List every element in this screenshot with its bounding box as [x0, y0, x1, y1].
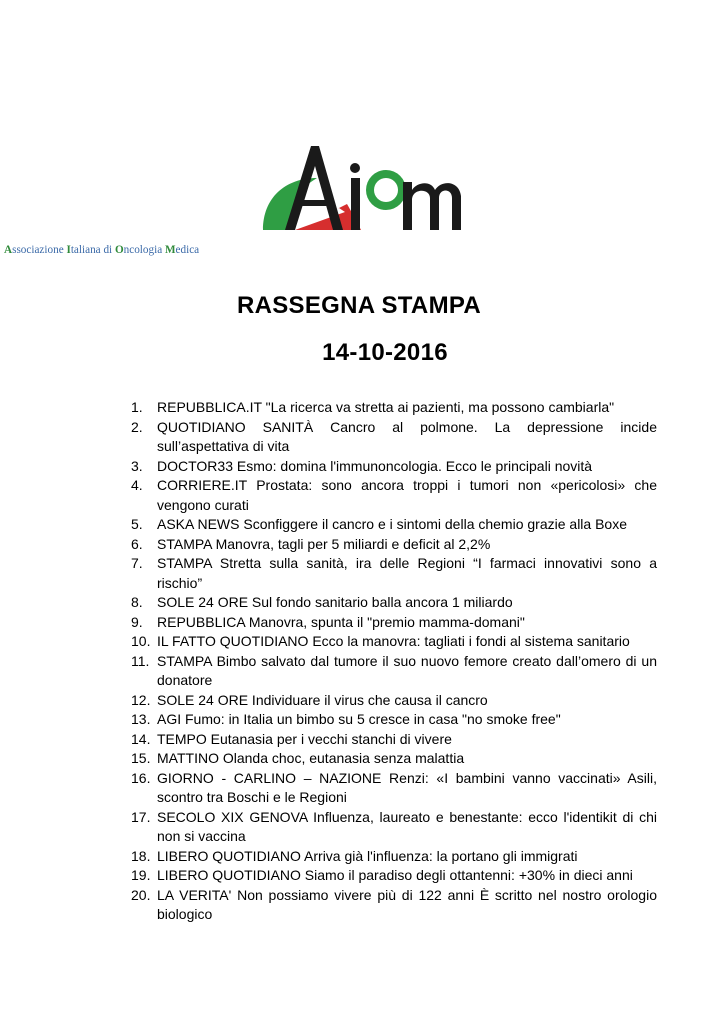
- list-item-number: 20.: [131, 886, 151, 903]
- list-item-number: 3.: [131, 457, 143, 474]
- press-list-item: [131, 535, 657, 555]
- list-item-number: 19.: [131, 867, 151, 883]
- logo-subtitle-cap: A: [4, 244, 13, 256]
- logo-circle-inner: [374, 178, 398, 202]
- press-list-item: [131, 593, 657, 613]
- list-item-headline: REPUBBLICA Manovra, spunta il "premio mamma-domani": [157, 613, 525, 630]
- list-item-headline: LA VERITA' Non possiamo vivere più di 122 anni È scritto nel nostro orologio biologico: [157, 886, 657, 922]
- press-list-item: [131, 515, 657, 535]
- list-item-headline: GIORNO - CARLINO – NAZIONE Renzi: «I bambini vanno vaccinati» Asili, scontro tra Boschi e le Regioni: [157, 769, 657, 805]
- logo-i-dot: [350, 163, 360, 173]
- press-list-item: [131, 808, 657, 847]
- list-item-headline: STAMPA Manovra, tagli per 5 miliardi e deficit al 2,2%: [157, 535, 491, 552]
- logo-letter-a-bar: [299, 200, 329, 206]
- list-item-headline: AGI Fumo: in Italia un bimbo su 5 cresce in casa "no smoke free": [157, 711, 561, 727]
- press-list-item: [131, 554, 657, 593]
- list-item-number: 8.: [131, 594, 143, 610]
- list-item-number: 4.: [131, 477, 143, 493]
- list-item-number: 15.: [131, 750, 151, 766]
- press-list-item: [131, 457, 657, 477]
- logo-subtitle: [4, 244, 218, 256]
- press-list-item: [131, 691, 657, 711]
- list-item-number: 2.: [131, 418, 143, 435]
- press-list-item: [131, 398, 657, 418]
- list-item-headline: REPUBBLICA.IT "La ricerca va stretta ai pazienti, ma possono cambiarla": [157, 399, 615, 415]
- logo-subtitle-text: edica: [175, 244, 200, 256]
- list-item-headline: TEMPO Eutanasia per i vecchi stanchi di vivere: [157, 730, 452, 747]
- list-item-number: 7.: [131, 555, 143, 571]
- list-item-number: 16.: [131, 769, 151, 786]
- list-item-headline: STAMPA Bimbo salvato dal tumore il suo nuovo femore creato dall’omero di un donatore: [157, 652, 657, 688]
- press-list-item: [131, 886, 657, 925]
- list-item-number: 13.: [131, 711, 151, 727]
- list-item-number: 1.: [131, 399, 143, 415]
- press-list-item: [131, 613, 657, 633]
- aiom-logo-mark: [255, 138, 470, 256]
- press-list-item: [131, 749, 657, 769]
- logo-subtitle-text: ssociazione: [12, 244, 67, 256]
- logo-subtitle-text: taliana di: [70, 244, 115, 256]
- list-item-number: 9.: [131, 613, 143, 630]
- press-list-item: [131, 710, 657, 730]
- list-item-headline: STAMPA Stretta sulla sanità, ira delle Regioni “I farmaci innovativi sono a rischio”: [157, 555, 657, 591]
- logo-letter-m: [403, 182, 461, 230]
- logo-subtitle-text: ncologia: [123, 244, 165, 256]
- page-date: 14-10-2016: [322, 339, 448, 366]
- press-list-item: [131, 866, 657, 886]
- press-list-item: [131, 847, 657, 867]
- press-list-item: [131, 652, 657, 691]
- list-item-number: 17.: [131, 808, 151, 825]
- list-item-headline: CORRIERE.IT Prostata: sono ancora troppi i tumori non «pericolosi» che vengono curati: [157, 477, 657, 513]
- press-list-item: [131, 730, 657, 750]
- list-item-headline: LIBERO QUOTIDIANO Siamo il paradiso degli ottantenni: +30% in dieci anni: [157, 867, 633, 883]
- list-item-headline: IL FATTO QUOTIDIANO Ecco la manovra: tagliati i fondi al sistema sanitario: [157, 633, 630, 649]
- press-list-item: [131, 476, 657, 515]
- press-list-item: [131, 632, 657, 652]
- press-review-list: [131, 398, 657, 925]
- aiom-logo: [255, 138, 470, 256]
- list-item-number: 18.: [131, 847, 151, 864]
- list-item-headline: SECOLO XIX GENOVA Influenza, laureato e benestante: ecco l'identikit di chi non si vaccina: [157, 808, 657, 844]
- list-item-headline: ASKA NEWS Sconfiggere il cancro e i sintomi della chemio grazie alla Boxe: [157, 516, 627, 532]
- list-item-headline: DOCTOR33 Esmo: domina l'immunoncologia. Ecco le principali novità: [157, 457, 593, 474]
- list-item-headline: LIBERO QUOTIDIANO Arriva già l'influenza: la portano gli immigrati: [157, 847, 578, 864]
- logo-subtitle-cap: M: [164, 244, 176, 256]
- press-list-item: [131, 769, 657, 808]
- list-item-number: 5.: [131, 516, 143, 532]
- logo-letter-i: [351, 178, 360, 230]
- list-item-headline: QUOTIDIANO SANITÀ Cancro al polmone. La depressione incide sull’aspettativa di vita: [157, 418, 657, 454]
- list-item-number: 10.: [131, 633, 151, 649]
- list-item-headline: SOLE 24 ORE Individuare il virus che causa il cancro: [157, 691, 488, 708]
- press-list-item: [131, 418, 657, 457]
- logo-subtitle-cap: I: [66, 244, 71, 256]
- logo-subtitle-cap: O: [114, 244, 124, 256]
- list-item-number: 11.: [131, 652, 150, 669]
- list-item-headline: MATTINO Olanda choc, eutanasia senza malattia: [157, 750, 465, 766]
- list-item-number: 12.: [131, 691, 151, 708]
- list-item-number: 6.: [131, 535, 143, 552]
- list-item-number: 14.: [131, 730, 151, 747]
- page-title: RASSEGNA STAMPA: [236, 292, 482, 319]
- list-item-headline: SOLE 24 ORE Sul fondo sanitario balla ancora 1 miliardo: [157, 594, 513, 610]
